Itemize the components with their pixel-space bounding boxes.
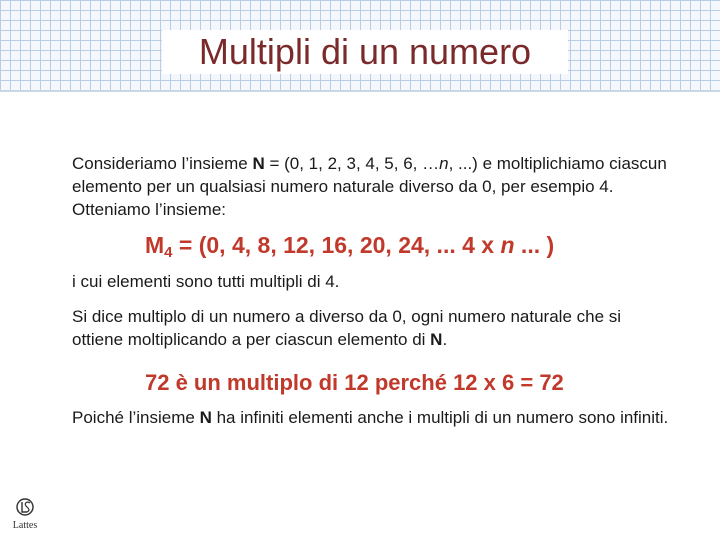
intro-paragraph: Consideriamo l’insieme N = (0, 1, 2, 3, 4, 5, 6, …n, ...) e moltiplichiamo ciascun elemento per un qualsiasi numero naturale diverso da 0, per esempio 4. Otteniamo l’insieme: — [72, 154, 667, 219]
after-formula-text: i cui elementi sono tutti multipli di 4. — [72, 272, 340, 291]
publisher-logo — [6, 494, 44, 536]
set-n: N — [430, 330, 443, 349]
page-title: Multipli di un numero — [198, 31, 532, 72]
formula-subscript: 4 — [164, 244, 173, 261]
multiples-formula: M4 = (0, 4, 8, 12, 16, 20, 24, ... 4 x n ... ) — [145, 232, 555, 261]
definition-paragraph: Si dice multiplo di un numero a diverso da 0, ogni numero naturale che si ottiene moltiplicando a per ciascun elemento di N. — [72, 307, 622, 349]
slide-content — [72, 152, 672, 429]
title-box — [162, 30, 568, 74]
set-n: N — [252, 154, 265, 173]
set-n: N — [199, 408, 212, 427]
example-statement: 72 è un multiplo di 12 perché 12 x 6 = 72 — [145, 370, 564, 395]
logo-text: Lattes — [12, 520, 38, 531]
conclusion-paragraph: Poiché l’insieme N ha infiniti elementi anche i multipli di un numero sono infiniti. — [72, 408, 669, 427]
ls-monogram-icon — [6, 494, 44, 522]
